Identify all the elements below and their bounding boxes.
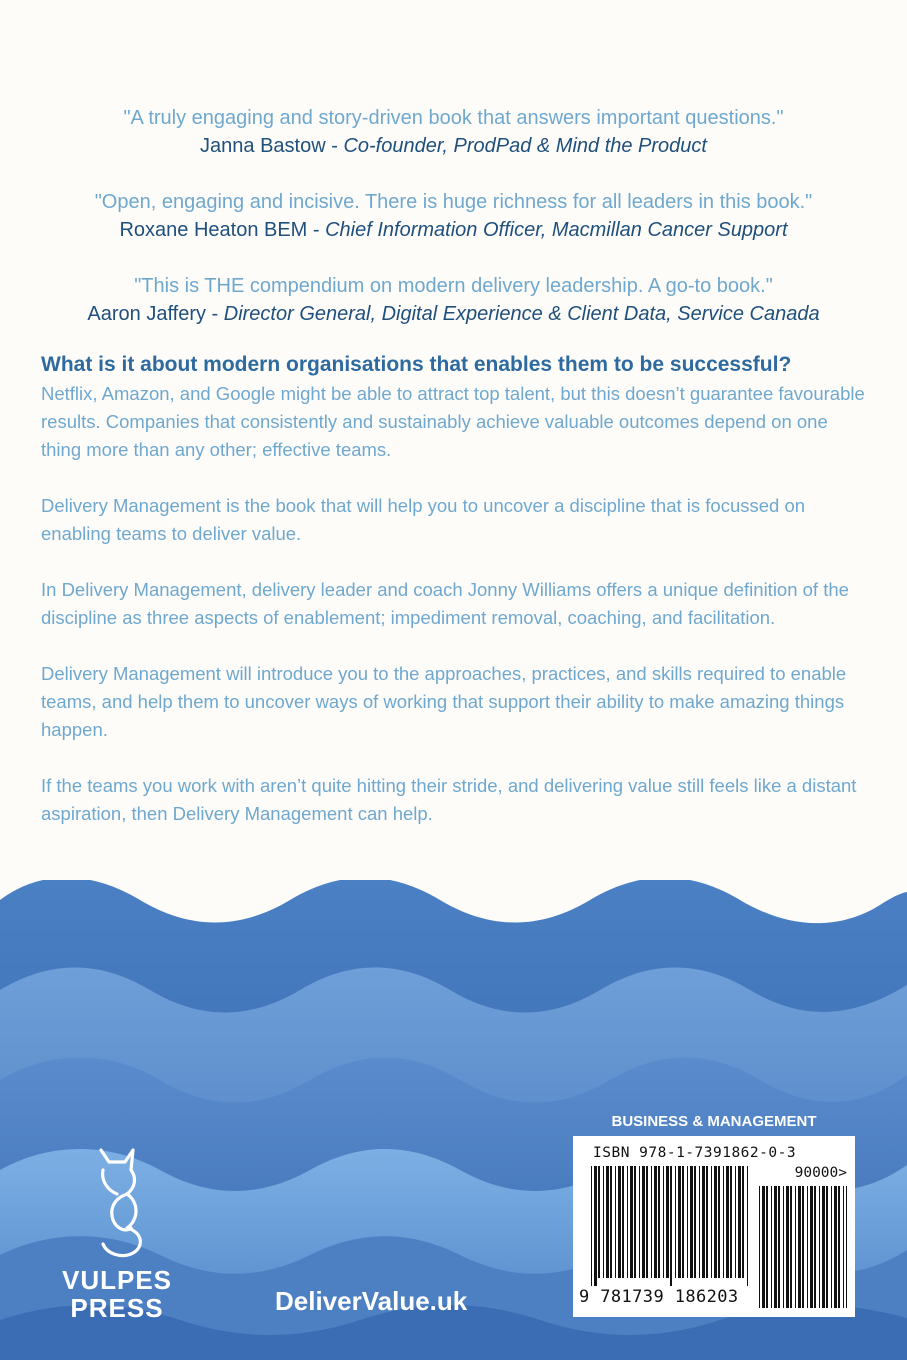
ean-bars <box>591 1166 749 1286</box>
barcode-bar <box>598 1166 600 1278</box>
blurb-paragraph: In Delivery Management, delivery leader and coach Jonny Williams offers a unique definition of the discipline as three aspects of enablement; impediment removal, coaching, and facilitation. <box>41 579 849 628</box>
blurb-paragraph: Delivery Management is the book that will help you to uncover a discipline that is focussed on enabling teams to deliver value. <box>41 495 806 544</box>
barcode-bar <box>730 1166 732 1278</box>
barcode-bar <box>603 1166 604 1278</box>
barcode-bar <box>807 1186 808 1308</box>
blurb-paragraph: If the teams you work with aren’t quite hitting their stride, and delivering value still feels like a distant aspiration, then Delivery Management can help. <box>41 775 857 824</box>
barcode-bar <box>826 1186 828 1308</box>
barcode-bar <box>663 1166 664 1278</box>
publisher-name-line2: PRESS <box>70 1293 164 1323</box>
barcode-bar <box>591 1166 592 1286</box>
isbn-barcode <box>573 1136 855 1317</box>
barcode-bar <box>670 1166 672 1286</box>
barcode-bar <box>718 1166 720 1278</box>
barcode-bar <box>762 1186 765 1308</box>
barcode-bar <box>778 1186 780 1308</box>
barcode-bar <box>831 1186 832 1308</box>
blurb-paragraph: Delivery Management will introduce you to the approaches, practices, and skills required to enable teams, and help them to uncover ways of working that support their ability to make amazing things happen. <box>41 663 847 740</box>
barcode-bar <box>634 1166 636 1278</box>
barcode-bar <box>610 1166 612 1278</box>
barcode-bar <box>594 1166 597 1286</box>
barcode-bar <box>843 1186 844 1308</box>
barcode-bar <box>783 1186 784 1308</box>
quote-text: "Open, engaging and incisive. There is huge richness for all leaders in this book." <box>94 191 813 213</box>
quote-text: "A truly engaging and story-driven book that answers important questions." <box>123 107 784 129</box>
barcode-bar <box>627 1166 628 1278</box>
barcode-bar <box>819 1186 820 1308</box>
barcode-bar <box>742 1166 744 1278</box>
review-quotes <box>0 104 907 356</box>
quote-author: Janna Bastow - <box>200 135 344 157</box>
quote-author: Roxane Heaton BEM - <box>119 219 326 241</box>
barcode-bar <box>618 1166 621 1278</box>
barcode-bar <box>690 1166 693 1278</box>
book-blurb <box>41 350 871 856</box>
website-url: DeliverValue.uk <box>275 1286 468 1316</box>
barcode-bar <box>699 1166 700 1278</box>
barcode-bar <box>678 1166 681 1278</box>
barcode-bar <box>675 1166 676 1278</box>
barcode-bar <box>654 1166 657 1278</box>
barcode-bar <box>735 1166 736 1278</box>
quote-attribution <box>0 132 907 160</box>
blurb-paragraph: Netflix, Amazon, and Google might be able to attract top talent, but this doesn’t guarantee favourable results. Companies that consistently and sustainably achieve valuable outcomes depend on one thing more than any other; effective teams. <box>41 383 865 460</box>
barcode-bar <box>694 1166 696 1278</box>
ean-digits: 9 781739 186203 <box>579 1287 739 1307</box>
barcode-bar <box>630 1166 633 1278</box>
barcode-bar <box>615 1166 616 1278</box>
barcode-bar <box>834 1186 837 1308</box>
barcode-bar <box>771 1186 772 1308</box>
quote-author-role: Director General, Digital Experience & Client Data, Service Canada <box>223 303 820 325</box>
barcode-bar <box>795 1186 796 1308</box>
publisher-logo <box>52 1140 182 1322</box>
quote-attribution <box>0 300 907 328</box>
barcode-bar <box>759 1186 760 1308</box>
barcode-bar <box>622 1166 624 1278</box>
barcode-bar <box>738 1166 741 1278</box>
barcode-bar <box>814 1186 816 1308</box>
isbn-label: ISBN 978-1-7391862-0-3 <box>593 1145 797 1161</box>
barcode-bar <box>822 1186 825 1308</box>
publisher-name-line1: VULPES <box>61 1265 173 1295</box>
barcode-bar <box>790 1186 792 1308</box>
quote-1 <box>0 104 907 160</box>
quote-author-role: Co-founder, ProdPad & Mind the Product <box>343 135 707 157</box>
barcode-bar <box>786 1186 789 1308</box>
barcode-bar <box>726 1166 729 1278</box>
barcode-bar <box>642 1166 645 1278</box>
quote-author-role: Chief Information Officer, Macmillan Cancer Support <box>325 219 788 241</box>
barcode-bar <box>774 1186 777 1308</box>
barcode-bar <box>646 1166 648 1278</box>
barcode-bar <box>706 1166 708 1278</box>
addon-bars <box>759 1186 847 1308</box>
fox-icon <box>87 1140 147 1260</box>
barcode-bar <box>682 1166 684 1278</box>
quote-author: Aaron Jaffery - <box>87 303 224 325</box>
category-label: BUSINESS & MANAGEMENT <box>611 1113 817 1130</box>
barcode-bar <box>702 1166 705 1278</box>
quote-text: "This is THE compendium on modern delivery leadership. A go-to book." <box>134 275 773 297</box>
barcode-bar <box>747 1166 748 1286</box>
barcode-bar <box>658 1166 660 1278</box>
barcode-bar <box>606 1166 609 1278</box>
barcode-bar <box>666 1166 669 1278</box>
barcode-bar <box>651 1166 652 1278</box>
barcode-bar <box>798 1186 801 1308</box>
barcode-bar <box>846 1186 847 1308</box>
quote-3 <box>0 272 907 328</box>
blurb-headline: What is it about modern organisations that enables them to be successful? <box>41 353 792 376</box>
barcode-bar <box>639 1166 640 1278</box>
barcode-bar <box>714 1166 717 1278</box>
quote-attribution <box>0 216 907 244</box>
price-code: 90000> <box>794 1165 847 1181</box>
barcode-bar <box>687 1166 688 1278</box>
barcode-bar <box>802 1186 804 1308</box>
barcode-bar <box>711 1166 712 1278</box>
quote-2 <box>0 188 907 244</box>
barcode-bar <box>810 1186 813 1308</box>
barcode-bar <box>723 1166 724 1278</box>
barcode-bar <box>766 1186 768 1308</box>
barcode-bar <box>838 1186 840 1308</box>
